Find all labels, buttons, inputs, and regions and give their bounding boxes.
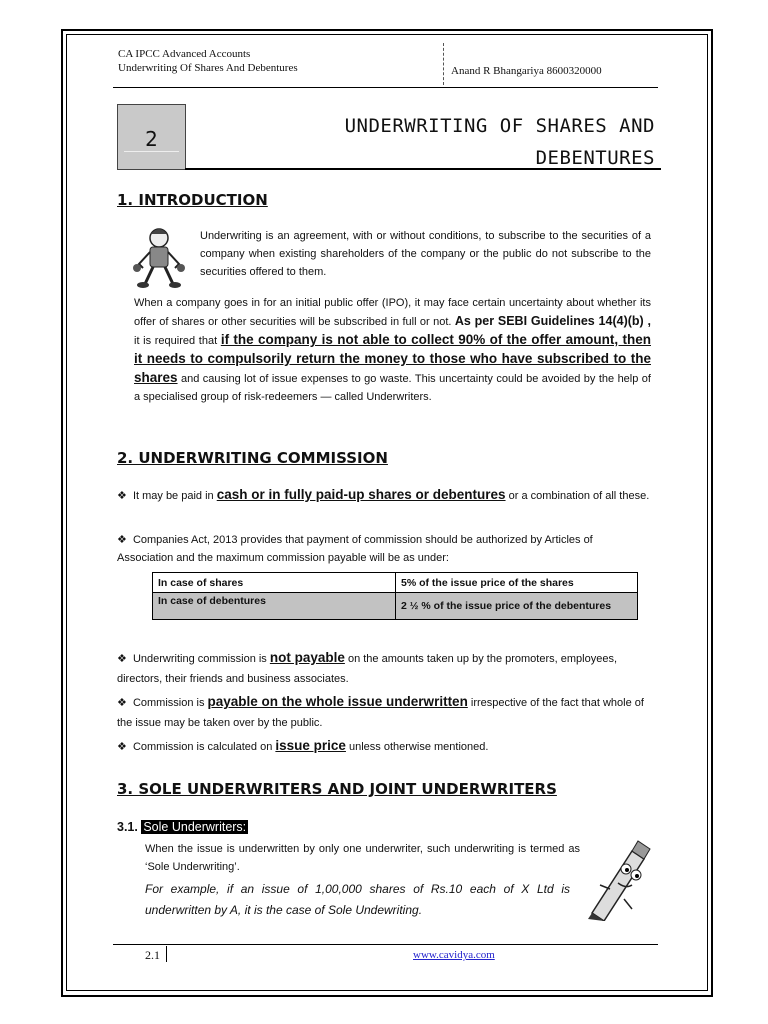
sole-example: For example, if an issue of 1,00,000 shares of Rs.10 each of X Ltd is underwritten by A, it is the case of Sole Undewriting. xyxy=(145,882,570,917)
bullet-1-emphasis: cash or in fully paid-up shares or debentures xyxy=(216,487,506,502)
table-cell: 5% of the issue price of the shares xyxy=(396,573,638,593)
sebi-guideline-ref: As per SEBI Guidelines 14(4)(b) , xyxy=(454,314,651,328)
commission-bullet-5 xyxy=(117,736,651,757)
table-cell: In case of debentures xyxy=(153,593,396,620)
chapter-title-rule xyxy=(185,168,661,170)
chapter-number: 2 xyxy=(145,127,158,151)
table-cell: 2 ½ % of the issue price of the debentures xyxy=(396,593,638,620)
commission-rates-table xyxy=(152,572,638,620)
table-row xyxy=(153,573,638,593)
commission-bullet-3 xyxy=(117,648,651,689)
diamond-bullet-icon: ❖ xyxy=(117,697,127,709)
intro-text-a: When a company goes in for an initial public offer (IPO), it may face certain uncertainty about whether its offer of shares or other securities will be subscribed in full or not. xyxy=(134,297,651,328)
commission-bullet-4 xyxy=(117,692,651,733)
chapter-title-line2: DEBENTURES xyxy=(535,147,655,169)
bullet-5-emphasis: issue price xyxy=(275,738,346,753)
bullet-5-text-c: unless otherwise mentioned. xyxy=(349,741,489,753)
page-number: 2.1 xyxy=(145,948,160,962)
intro-emphasis-refund: if the company is not able to collect 90% of the offer amount, then it needs to compulsorily return the money to those who have subscribed to the shares xyxy=(134,332,651,385)
chapter-number-box xyxy=(117,104,186,170)
intro-paragraph-2 xyxy=(134,294,651,406)
bullet-5-text-a: Commission is calculated on xyxy=(132,741,273,753)
commission-bullet-2 xyxy=(117,531,651,567)
sole-paragraph: When the issue is underwritten by only one underwriter, such underwriting is termed as ‘Sole Underwriting’. xyxy=(145,843,580,873)
section-heading-commission: 2. UNDERWRITING COMMISSION xyxy=(117,449,388,467)
intro-paragraph-1: Underwriting is an agreement, with or without conditions, to subscribe to the securities of a company when existing shareholders of the company or the public do not subscribe to the securities offered to them. xyxy=(200,230,651,278)
bullet-4-text-c: irrespective of the fact that whole of the issue may be taken over by the public. xyxy=(117,697,644,729)
header-rule xyxy=(113,87,658,88)
bullet-3-text-c: on the amounts taken up by the promoters, employees, directors, their friends and business associates. xyxy=(117,653,617,685)
diamond-bullet-icon: ❖ xyxy=(117,653,127,665)
bullet-2-text: Companies Act, 2013 provides that payment of commission should be authorized by Articles of Association and the maximum commission payable will be as under: xyxy=(117,534,593,564)
diamond-bullet-icon: ❖ xyxy=(117,490,127,502)
commission-bullet-1 xyxy=(117,485,651,506)
bullet-3-text-a: Underwriting commission is xyxy=(132,653,267,665)
intro-text-c: it is required that xyxy=(134,335,218,347)
table-row xyxy=(153,593,638,620)
intro-text-e: and causing lot of issue expenses to go waste. This uncertainty could be avoided by the help of a specialised group of risk-redeemers — called Underwriters. xyxy=(134,373,651,403)
section-heading-introduction: 1. INTRODUCTION xyxy=(117,191,268,209)
footer-separator xyxy=(166,946,167,962)
bullet-4-text-a: Commission is xyxy=(132,697,205,709)
chapter-title-line1: UNDERWRITING OF SHARES AND xyxy=(344,115,655,137)
thinking-person-illustration xyxy=(131,224,187,288)
footer-rule xyxy=(113,944,658,945)
bullet-1-text-a: It may be paid in xyxy=(132,490,214,502)
header-author: Anand R Bhangariya 8600320000 xyxy=(451,65,602,77)
header-chapter-name: Underwriting Of Shares And Debentures xyxy=(118,62,298,74)
header-course: CA IPCC Advanced Accounts xyxy=(118,48,251,60)
subsection-heading-sole xyxy=(117,820,248,834)
diamond-bullet-icon: ❖ xyxy=(117,741,127,753)
bullet-3-emphasis: not payable xyxy=(269,650,345,665)
section-heading-sole-joint: 3. SOLE UNDERWRITERS AND JOINT UNDERWRITERS xyxy=(117,780,557,798)
subsection-label: Sole Underwriters: xyxy=(143,820,247,834)
bullet-1-text-c: or a combination of all these. xyxy=(508,490,650,502)
running-header xyxy=(118,47,658,87)
pencil-character-illustration xyxy=(580,833,660,921)
website-link[interactable]: www.cavidya.com xyxy=(413,949,495,961)
bullet-4-emphasis: payable on the whole issue underwritten xyxy=(207,694,468,709)
header-divider xyxy=(443,43,445,85)
table-cell: In case of shares xyxy=(153,573,396,593)
chapter-title xyxy=(250,110,655,174)
diamond-bullet-icon: ❖ xyxy=(117,534,127,546)
subsection-number: 3.1. xyxy=(117,820,138,834)
